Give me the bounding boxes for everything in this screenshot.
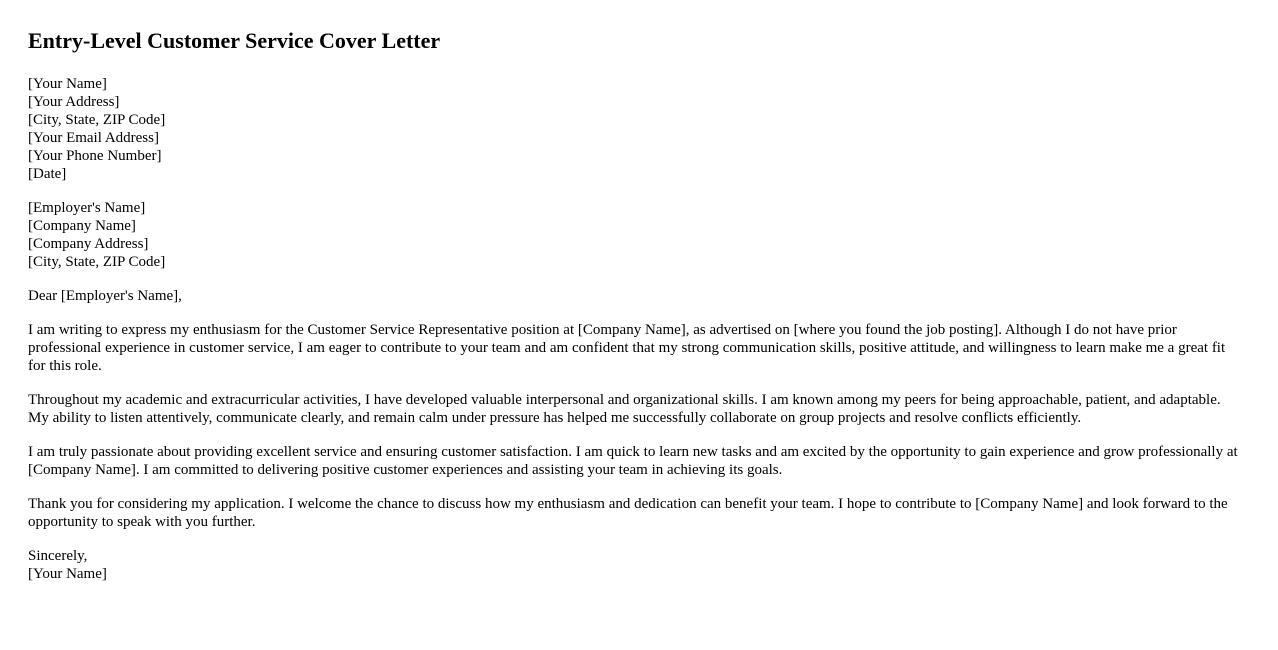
- recipient-city-state-zip: [City, State, ZIP Code]: [28, 254, 166, 270]
- body-paragraph-3: I am truly passionate about providing excellent service and ensuring customer satisfaction. I am quick to learn new tasks and am excited by the opportunity to gain experience and grow professionally at [Company Name]. I am committed to delivering positive customer experiences and assisting your team in achieving its goals.: [28, 444, 1238, 478]
- sender-address: [Your Address]: [28, 94, 120, 110]
- closing: [28, 547, 1238, 583]
- valediction: Sincerely,: [28, 548, 88, 564]
- recipient-company-address: [Company Address]: [28, 236, 149, 252]
- sender-email: [Your Email Address]: [28, 130, 159, 146]
- signature-name: [Your Name]: [28, 566, 107, 582]
- salutation: Dear [Employer's Name],: [28, 288, 182, 304]
- body-paragraph-4: Thank you for considering my application. I welcome the chance to discuss how my enthusiasm and dedication can benefit your team. I hope to contribute to [Company Name] and look forward to the opportunity to speak with you further.: [28, 496, 1228, 530]
- sender-city-state-zip: [City, State, ZIP Code]: [28, 112, 166, 128]
- body-paragraph-1: I am writing to express my enthusiasm for the Customer Service Representative position at [Company Name], as advertised on [where you found the job posting]. Although I do not have prior professional experience in customer service, I am eager to contribute to your team and am confident that my strong communication skills, positive attitude, and willingness to learn make me a great fit for this role.: [28, 322, 1226, 374]
- body-paragraph-2: Throughout my academic and extracurricular activities, I have developed valuable interpersonal and organizational skills. I am known among my peers for being approachable, patient, and adaptable. My ability to listen attentively, communicate clearly, and remain calm under pressure has helped me successfully collaborate on group projects and resolve conflicts efficiently.: [28, 392, 1221, 426]
- recipient-employer-name: [Employer's Name]: [28, 200, 146, 216]
- sender-phone: [Your Phone Number]: [28, 148, 162, 164]
- document-title: Entry-Level Customer Service Cover Letter: [28, 28, 441, 53]
- recipient-info: [28, 199, 1238, 271]
- recipient-company-name: [Company Name]: [28, 218, 136, 234]
- sender-info: [28, 75, 1238, 183]
- sender-name: [Your Name]: [28, 76, 107, 92]
- letter-date: [Date]: [28, 166, 67, 182]
